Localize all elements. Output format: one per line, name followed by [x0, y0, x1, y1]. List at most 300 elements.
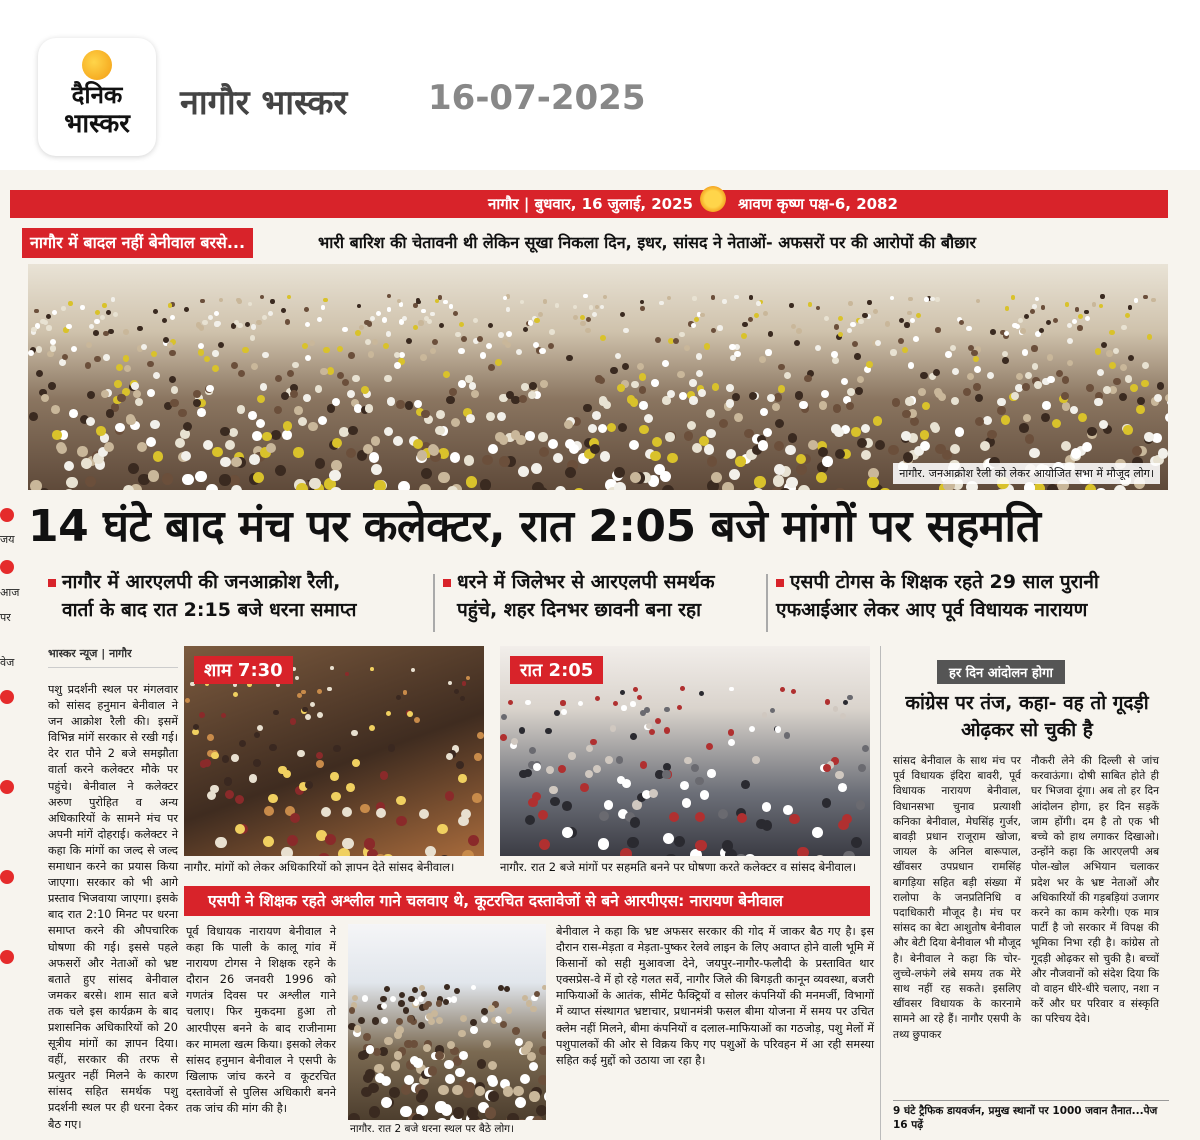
photo-texture: [1125, 313, 1130, 318]
photo-texture: [66, 324, 71, 329]
photo-texture: [987, 430, 997, 440]
photo-texture: [819, 401, 827, 409]
photo-texture: [916, 313, 921, 318]
photo-texture: [898, 338, 904, 344]
photo-texture: [762, 820, 772, 830]
photo-texture: [408, 996, 414, 1002]
photo-texture: [235, 795, 244, 804]
photo-texture: [879, 488, 891, 490]
photo-texture: [436, 1017, 443, 1024]
page-reference[interactable]: 9 घंटे ट्रैफिक डायवर्जन, प्रमुख स्थानों पर 1000 जवान तैनात...पेज 16 पढ़ें: [893, 1100, 1169, 1132]
photo-texture: [381, 1003, 388, 1010]
photo-texture: [416, 298, 420, 302]
photo-texture: [488, 364, 495, 371]
photo-texture: [252, 431, 262, 441]
photo-texture: [525, 815, 535, 825]
red-bullet-icon: [0, 508, 14, 522]
photo-texture: [677, 371, 684, 378]
photo-texture: [1077, 325, 1082, 330]
photo-texture: [222, 755, 230, 763]
photo-texture: [444, 984, 450, 990]
strip-text: जय: [0, 533, 15, 546]
photo-texture: [861, 450, 871, 460]
photo-texture: [598, 838, 609, 849]
photo-texture: [248, 302, 252, 306]
photo-texture: [302, 707, 308, 713]
photo-texture: [182, 474, 193, 485]
photo-texture: [1109, 330, 1115, 336]
photo-texture: [414, 400, 422, 408]
photo-texture: [834, 324, 839, 329]
photo-texture: [652, 437, 662, 447]
photo-texture: [832, 357, 839, 364]
photo-texture: [663, 833, 674, 844]
photo-texture: [975, 394, 983, 402]
photo-texture: [411, 668, 415, 672]
photo-texture: [421, 309, 426, 314]
photo-texture: [316, 752, 324, 760]
photo-texture: [665, 854, 677, 856]
photo-texture: [662, 485, 674, 490]
photo-texture: [607, 423, 616, 432]
photo-texture: [108, 329, 114, 335]
photo-texture: [629, 440, 639, 450]
photo-texture: [330, 487, 342, 490]
photo-texture: [772, 403, 781, 412]
photo-texture: [374, 1064, 383, 1073]
photo-texture: [664, 707, 670, 713]
photo-texture: [303, 394, 311, 402]
photo-texture: [722, 482, 734, 490]
photo-texture: [200, 299, 204, 303]
photo-texture: [1046, 320, 1051, 325]
photo-texture: [908, 297, 912, 301]
logo-text-line2: भास्कर: [64, 109, 130, 139]
photo-texture: [778, 364, 785, 371]
photo-texture: [458, 380, 466, 388]
photo-texture: [370, 667, 374, 671]
stage-announcement-photo[interactable]: [500, 646, 870, 856]
photo-texture: [225, 440, 235, 450]
crowd-photo[interactable]: [28, 264, 1168, 490]
photo-texture: [662, 770, 670, 778]
photo-texture: [529, 1091, 540, 1102]
photo-texture: [342, 838, 353, 849]
photo-texture: [443, 300, 447, 304]
photo-texture: [480, 479, 492, 490]
photo-texture: [765, 349, 771, 355]
photo-texture: [1032, 304, 1037, 309]
photo-texture: [439, 855, 451, 856]
photo-texture: [603, 295, 607, 299]
photo-texture: [204, 356, 211, 363]
photo-texture: [712, 383, 720, 391]
photo-texture: [87, 391, 95, 399]
photo-texture: [333, 745, 340, 752]
photo-texture: [305, 781, 314, 790]
photo-texture: [413, 325, 418, 330]
photo-texture: [578, 701, 583, 706]
photo-texture: [170, 315, 175, 320]
photo-texture: [660, 471, 671, 482]
photo-texture: [1157, 382, 1165, 390]
photo-texture: [406, 338, 412, 344]
photo-texture: [1165, 394, 1168, 402]
photo-texture: [115, 423, 124, 432]
photo-texture: [451, 996, 457, 1002]
photo-texture: [649, 789, 658, 798]
photo-texture: [952, 368, 959, 375]
photo-texture: [902, 410, 911, 419]
photo-texture: [430, 348, 436, 354]
photo-texture: [101, 390, 109, 398]
photo-texture: [729, 344, 735, 350]
photo-texture: [396, 796, 405, 805]
photo-texture: [466, 476, 477, 487]
photo-texture: [338, 848, 350, 856]
photo-texture: [117, 394, 125, 402]
photo-texture: [460, 1015, 467, 1022]
divider: [766, 574, 768, 632]
photo-texture: [153, 372, 160, 379]
photo-texture: [698, 389, 706, 397]
photo-texture: [388, 744, 395, 751]
photo-texture: [862, 745, 869, 752]
edition-date: 16-07-2025: [428, 78, 646, 118]
photo-texture: [456, 761, 464, 769]
photo-texture: [342, 327, 348, 333]
subheadlines: [28, 568, 1168, 638]
photo-texture: [907, 311, 912, 316]
photo-texture: [435, 426, 444, 435]
photo-texture: [754, 476, 765, 487]
photo-caption: नागौर. मांगों को लेकर अधिकारियों को ज्ञापन देते सांसद बेनीवाल।: [184, 860, 455, 874]
photo-texture: [273, 710, 279, 716]
photo-texture: [760, 408, 769, 417]
photo-texture: [855, 387, 863, 395]
photo-texture: [283, 770, 291, 778]
photo-texture: [1147, 334, 1153, 340]
photo-texture: [540, 380, 548, 388]
photo-texture: [600, 335, 606, 341]
photo-texture: [866, 361, 873, 368]
photo-texture: [61, 306, 66, 311]
photo-texture: [610, 725, 616, 731]
photo-texture: [348, 352, 355, 359]
photo-texture: [394, 362, 401, 369]
photo-texture: [1071, 448, 1081, 458]
photo-texture: [847, 695, 852, 700]
photo-texture: [1011, 295, 1015, 299]
photo-texture: [459, 322, 464, 327]
photo-texture: [401, 1084, 411, 1094]
photo-texture: [749, 295, 753, 299]
photo-texture: [857, 438, 867, 448]
photo-texture: [147, 361, 154, 368]
photo-texture: [449, 304, 454, 309]
square-bullet-icon: [48, 579, 56, 587]
red-bullet-icon: [0, 780, 14, 794]
photo-texture: [595, 375, 602, 382]
photo-texture: [294, 406, 303, 415]
photo-texture: [1070, 406, 1079, 415]
photo-texture: [938, 393, 946, 401]
photo-texture: [1067, 338, 1073, 344]
story-text: बेनीवाल ने कहा कि भ्रष्ट अफसर सरकार की गोद में जाकर बैठ गए है। इस दौरान रास-मेड़ता व मेड़ता-पुष्कर रेलवे लाइन के लिए अवाप्त होने वाली भूमि में किसानों को सही मुआवजा देने, जयपुर-नागौर-फलौदी के प्रस्तावित थार एक्सप्रेस-वे में हो रहे गलत सर्वे, नागौर जिले की बिगड़ती कानून व्यवस्था, बजरी माफियाओं के आतंक, सीमेंट फैक्ट्रियों व सोलर कंपनियों की मनमर्जी, विभागों में व्याप्त संस्थागत भ्रष्टाचार, प्रधानमंत्री फसल बीमा योजना में समय पर उचित क्लेम नहीं मिलने, बीमा कंपनियों व दलाल-माफियाओं का गठजोड़, पशु मेलों में पशुपालकों की ओर से विक्रय किए गए पशुओं के परिवहन में आ रही समस्या सहित कई मुद्दों को उठाया जा रहा है।: [556, 925, 874, 1067]
photo-texture: [890, 296, 894, 300]
photo-texture: [1029, 448, 1039, 458]
photo-texture: [529, 382, 537, 390]
photo-texture: [458, 1030, 466, 1038]
photo-texture: [287, 370, 294, 377]
photo-texture: [50, 339, 56, 345]
photo-texture: [741, 780, 750, 789]
photo-texture: [875, 440, 885, 450]
photo-texture: [646, 723, 652, 729]
photo-texture: [85, 362, 92, 369]
photo-texture: [151, 351, 157, 357]
photo-texture: [361, 386, 369, 394]
time-tag: रात 2:05: [510, 656, 603, 684]
photo-texture: [910, 417, 919, 426]
photo-texture: [393, 436, 403, 446]
photo-texture: [892, 398, 900, 406]
photo-texture: [838, 783, 847, 792]
photo-texture: [309, 478, 321, 490]
photo-texture: [786, 477, 797, 488]
photo-texture: [93, 330, 99, 336]
photo-texture: [274, 406, 283, 415]
photo-texture: [296, 483, 308, 490]
photo-texture: [501, 714, 507, 720]
photo-texture: [413, 439, 423, 449]
right-story: [880, 646, 1170, 1140]
photo-texture: [262, 432, 272, 442]
photo-texture: [533, 763, 541, 771]
photo-texture: [1025, 434, 1035, 444]
photo-texture: [562, 827, 573, 838]
photo-texture: [167, 342, 173, 348]
photo-texture: [603, 401, 611, 409]
photo-texture: [438, 472, 449, 483]
photo-texture: [633, 687, 638, 692]
photo-texture: [321, 807, 331, 817]
photo-texture: [1128, 355, 1135, 362]
photo-texture: [706, 743, 713, 750]
photo-texture: [200, 760, 208, 768]
photo-texture: [396, 816, 406, 826]
photo-texture: [1106, 350, 1112, 356]
photo-texture: [691, 764, 699, 772]
photo-texture: [1103, 386, 1111, 394]
photo-texture: [730, 355, 737, 362]
photo-texture: [834, 488, 846, 490]
photo-texture: [752, 488, 764, 490]
photo-texture: [754, 313, 759, 318]
photo-texture: [1152, 433, 1162, 443]
photo-texture: [566, 355, 573, 362]
photo-texture: [185, 698, 190, 703]
photo-texture: [735, 456, 746, 467]
photo-texture: [677, 705, 683, 711]
photo-texture: [135, 398, 143, 406]
photo-texture: [791, 689, 796, 694]
photo-texture: [251, 324, 256, 329]
photo-texture: [1042, 401, 1050, 409]
photo-texture: [486, 412, 495, 421]
subhead-3: एसपी टोगस के शिक्षक रहते 29 साल पुरानी एफआईआर लेकर आए पूर्व विधायक नारायण: [776, 571, 1099, 621]
photo-texture: [726, 384, 734, 392]
photo-texture: [847, 328, 853, 334]
photo-texture: [700, 790, 709, 799]
photo-texture: [1053, 318, 1058, 323]
photo-texture: [251, 363, 258, 370]
photo-texture: [684, 345, 690, 351]
photo-texture: [95, 310, 100, 315]
photo-texture: [888, 445, 898, 455]
photo-texture: [371, 464, 382, 475]
photo-texture: [841, 378, 849, 386]
photo-texture: [386, 711, 392, 717]
photo-texture: [610, 367, 617, 374]
story-column-2: [186, 924, 336, 1117]
photo-texture: [86, 342, 92, 348]
newspaper-page[interactable]: [0, 170, 1200, 1140]
photo-texture: [153, 451, 163, 461]
photo-texture: [639, 401, 647, 409]
photo-texture: [825, 699, 830, 704]
photo-texture: [36, 346, 42, 352]
photo-texture: [505, 342, 511, 348]
photo-texture: [363, 444, 373, 454]
photo-texture: [464, 1082, 474, 1092]
photo-texture: [374, 480, 386, 490]
photo-texture: [71, 346, 77, 352]
photo-texture: [436, 410, 445, 419]
photo-texture: [1099, 304, 1104, 309]
photo-texture: [455, 332, 461, 338]
photo-texture: [679, 332, 685, 338]
photo-texture: [506, 331, 512, 337]
photo-texture: [391, 1061, 400, 1070]
photo-texture: [126, 416, 135, 425]
right-kicker: हर दिन आंदोलन होगा: [937, 660, 1065, 684]
photo-texture: [550, 797, 559, 806]
adjacent-page-strip: [0, 490, 22, 1140]
publisher-logo[interactable]: [38, 38, 156, 156]
photo-texture: [283, 421, 292, 430]
photo-texture: [580, 783, 589, 792]
photo-texture: [414, 717, 420, 723]
photo-texture: [1024, 314, 1029, 319]
photo-texture: [1011, 392, 1019, 400]
photo-texture: [1087, 427, 1096, 436]
photo-texture: [275, 465, 286, 476]
photo-texture: [553, 453, 564, 464]
photo-texture: [170, 399, 178, 407]
photo-texture: [282, 430, 292, 440]
photo-texture: [630, 398, 638, 406]
photo-texture: [453, 311, 458, 316]
photo-texture: [529, 747, 536, 754]
photo-texture: [990, 329, 996, 335]
photo-texture: [364, 838, 375, 849]
photo-texture: [418, 320, 423, 325]
photo-texture: [770, 708, 776, 714]
photo-texture: [375, 1073, 385, 1083]
photo-texture: [219, 474, 230, 485]
memorandum-photo[interactable]: [184, 646, 484, 856]
photo-texture: [967, 373, 974, 380]
photo-texture: [387, 397, 395, 405]
photo-texture: [383, 343, 389, 349]
photo-texture: [85, 476, 96, 487]
photo-texture: [729, 469, 740, 480]
photo-texture: [317, 317, 322, 322]
photo-texture: [852, 341, 858, 347]
photo-texture: [412, 1114, 424, 1120]
photo-texture: [399, 992, 405, 998]
photo-texture: [573, 488, 585, 490]
photo-texture: [506, 307, 511, 312]
photo-texture: [123, 329, 129, 335]
photo-texture: [711, 472, 722, 483]
photo-texture: [583, 404, 592, 413]
strip-text: आज: [0, 586, 20, 599]
photo-texture: [1022, 383, 1030, 391]
photo-texture: [382, 317, 387, 322]
photo-texture: [359, 325, 364, 330]
photo-texture: [692, 296, 696, 300]
photo-texture: [823, 764, 831, 772]
photo-texture: [691, 323, 696, 328]
photo-texture: [580, 321, 585, 326]
photo-texture: [515, 1097, 526, 1108]
night-crowd-photo[interactable]: [348, 924, 546, 1120]
photo-texture: [248, 411, 257, 420]
photo-texture: [450, 452, 461, 463]
app-header: [0, 0, 1200, 170]
photo-texture: [124, 365, 131, 372]
photo-texture: [586, 317, 591, 322]
photo-texture: [538, 1075, 546, 1085]
photo-texture: [384, 427, 393, 436]
photo-texture: [847, 388, 855, 396]
photo-texture: [850, 322, 855, 327]
photo-texture: [1041, 413, 1050, 422]
photo-texture: [332, 398, 340, 406]
photo-texture: [488, 1005, 495, 1012]
photo-texture: [756, 301, 760, 305]
photo-texture: [684, 757, 692, 765]
photo-texture: [508, 700, 513, 705]
photo-texture: [637, 363, 644, 370]
photo-texture: [357, 304, 362, 309]
photo-texture: [263, 836, 274, 847]
photo-texture: [1151, 298, 1155, 302]
photo-texture: [719, 419, 728, 428]
photo-texture: [467, 1107, 478, 1118]
photo-texture: [759, 356, 766, 363]
photo-texture: [376, 311, 381, 316]
photo-texture: [614, 467, 625, 478]
photo-texture: [1123, 425, 1132, 434]
photo-texture: [595, 305, 600, 310]
photo-texture: [931, 424, 940, 433]
photo-texture: [1001, 415, 1010, 424]
photo-texture: [216, 321, 221, 326]
photo-texture: [966, 326, 971, 331]
